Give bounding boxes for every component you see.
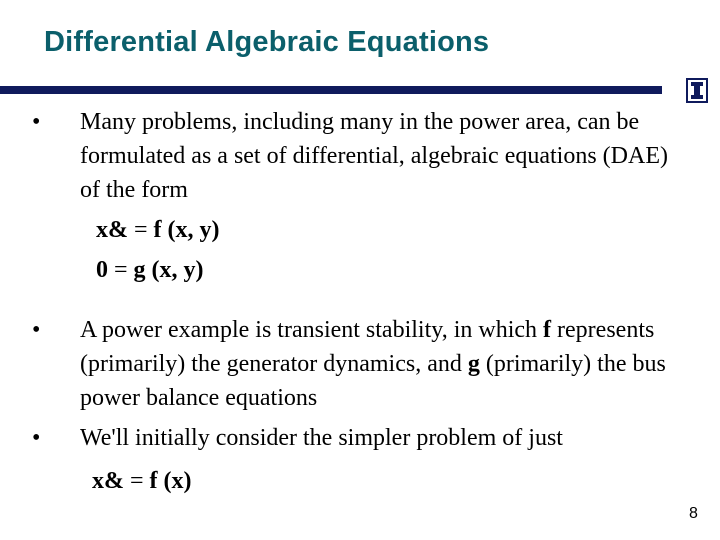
symbol-f: f: [543, 317, 552, 343]
text-run: A power example is transient stability, in which: [80, 317, 544, 343]
slide-title: Differential Algebraic Equations: [44, 26, 490, 58]
bullet-marker: •: [32, 425, 41, 451]
equation-function: f: [149, 468, 158, 494]
bullet-text: Many problems, including many in the power area, can be formulated as a set of differential, algebraic equations (DAE) of the form: [80, 109, 668, 203]
equation-args: (x, y): [167, 217, 220, 243]
bullet-marker: •: [32, 317, 41, 343]
equation-dae-algebraic: [96, 257, 204, 284]
symbol-g: g: [467, 351, 480, 377]
equation-function: f: [153, 217, 162, 243]
text-run: (primarily) the bus power balance equations: [80, 351, 666, 411]
equation-lhs: x&: [92, 468, 124, 494]
equation-dae-differential: [96, 217, 220, 244]
equation-operator: =: [130, 468, 144, 494]
page-number: 8: [689, 505, 698, 522]
bullet-text: [80, 313, 690, 415]
text-run: represents (primarily) the generator dynamics, and: [80, 317, 655, 377]
equation-args: (x, y): [151, 257, 204, 283]
equation-args: (x): [163, 468, 192, 494]
equation-function: g: [133, 257, 146, 283]
equation-operator: =: [134, 217, 148, 243]
equation-ode: [92, 468, 192, 495]
bullet-text: We'll initially consider the simpler problem of just: [80, 425, 563, 451]
university-block-i-icon: [686, 78, 708, 103]
equation-operator: =: [114, 257, 128, 283]
equation-lhs: x&: [96, 217, 128, 243]
equation-lhs: 0: [96, 257, 108, 283]
title-divider: [0, 86, 662, 94]
bullet-marker: •: [32, 109, 41, 135]
